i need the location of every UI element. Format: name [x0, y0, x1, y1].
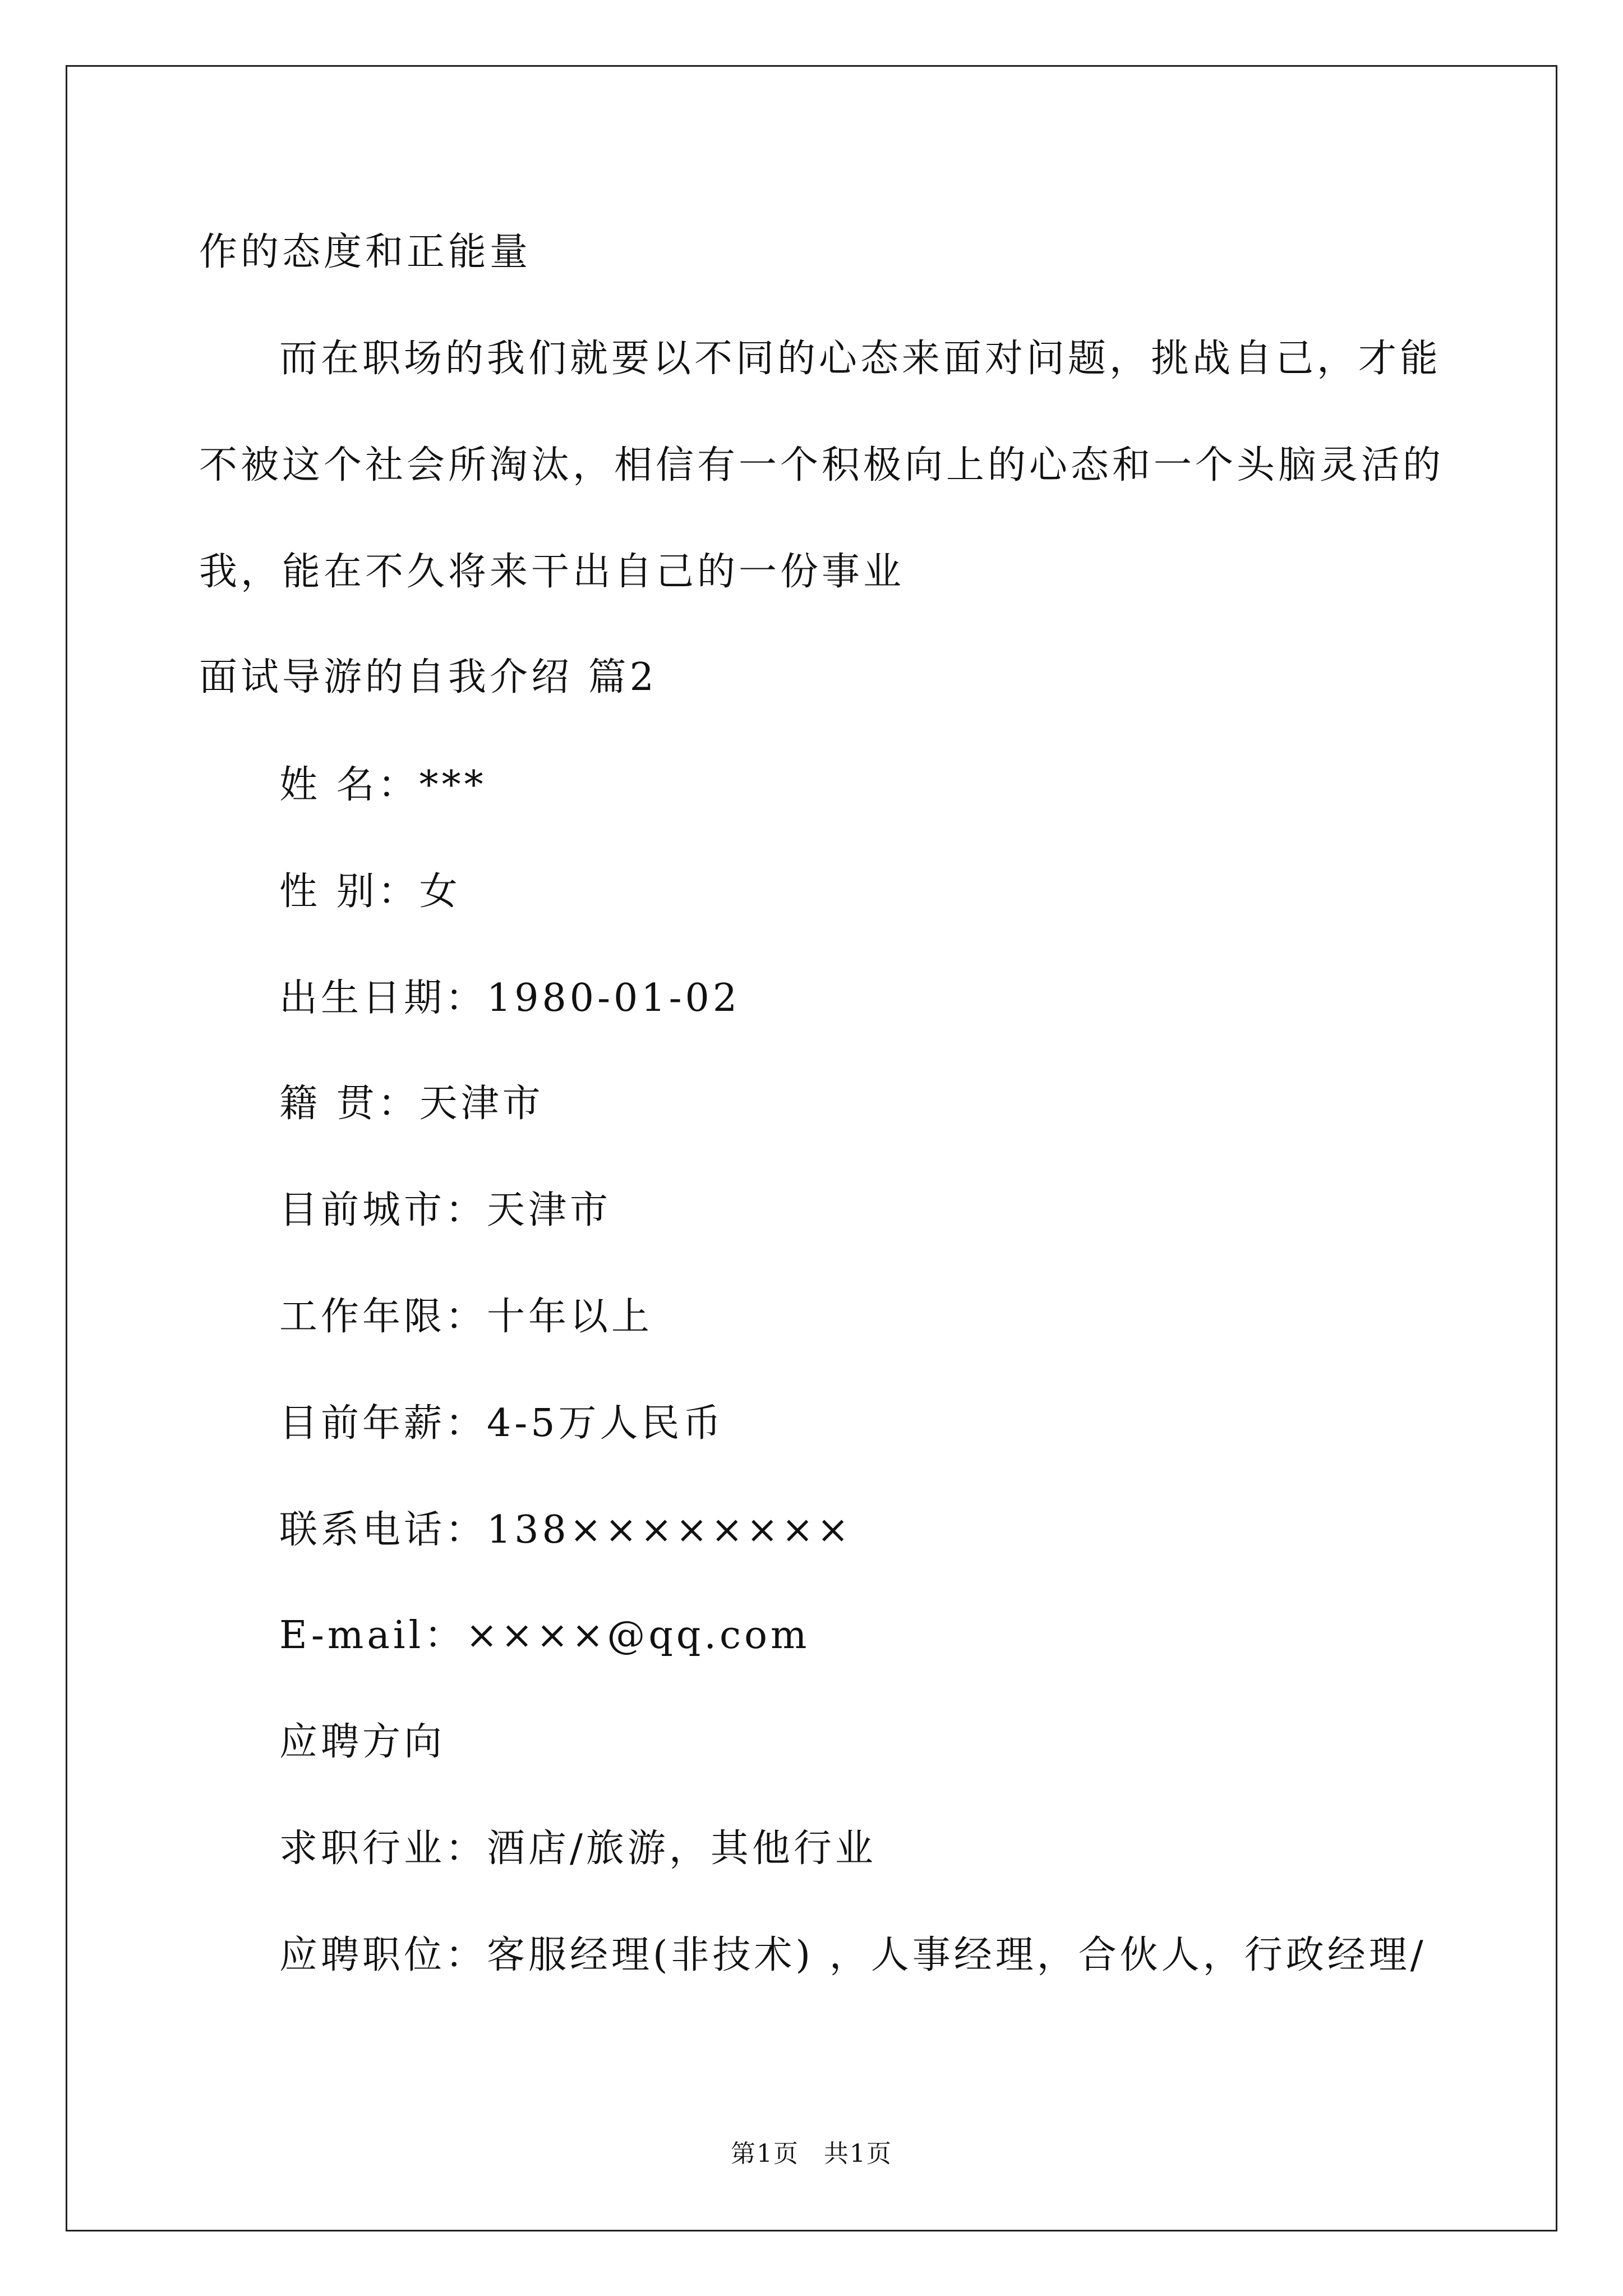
field-value: ××××@qq.com [465, 1613, 810, 1658]
field-salary [279, 1401, 725, 1446]
field-value: 十年以上 [487, 1295, 653, 1339]
section-title: 面试导游的自我介绍 篇2 [199, 655, 657, 700]
page-number: 第1页 [731, 2139, 799, 2168]
field-label: 籍 贯： [279, 1082, 419, 1126]
field-gender [279, 869, 461, 914]
field-birthdate [279, 976, 740, 1021]
paragraph-line-3: 我，能在不久将来干出自己的一份事业 [199, 550, 905, 594]
field-value: 客服经理(非技术) ，人事经理，合伙人，行政经理/ [487, 1933, 1427, 1977]
page-border [66, 65, 1557, 2231]
field-industry [279, 1826, 877, 1871]
field-label: 联系电话： [279, 1508, 487, 1552]
field-label: 工作年限： [279, 1295, 487, 1339]
paragraph-line-2: 不被这个社会所淘汰，相信有一个积极向上的心态和一个头脑灵活的 [199, 443, 1445, 487]
field-label: 目前年薪： [279, 1401, 487, 1446]
field-position [279, 1933, 1427, 1978]
section-heading: 应聘方向 [279, 1720, 446, 1764]
field-value: *** [419, 763, 487, 807]
page-footer [0, 2138, 1623, 2170]
field-value: 138×××××××× [487, 1508, 852, 1552]
field-value: 天津市 [487, 1188, 612, 1232]
field-label: 姓 名： [279, 763, 419, 807]
field-name [279, 763, 487, 808]
field-native-place [279, 1082, 544, 1126]
field-value: 4-5万人民币 [487, 1401, 725, 1446]
field-value: 女 [419, 869, 461, 914]
field-work-years [279, 1295, 653, 1340]
field-phone [279, 1508, 852, 1553]
field-label: 应聘职位： [279, 1933, 487, 1977]
field-label: 出生日期： [279, 976, 487, 1020]
field-value: 酒店/旅游，其他行业 [487, 1826, 877, 1871]
field-label: 目前城市： [279, 1188, 487, 1232]
field-email [279, 1613, 810, 1658]
field-label: 求职行业： [279, 1826, 487, 1871]
field-value: 1980-01-02 [487, 976, 741, 1020]
field-current-city [279, 1188, 611, 1233]
field-label: E-mail： [279, 1613, 466, 1658]
field-label: 性 别： [279, 869, 419, 914]
paragraph-line-1: 而在职场的我们就要以不同的心态来面对问题，挑战自己，才能 [279, 337, 1442, 381]
page-total: 共1页 [824, 2139, 892, 2168]
paragraph-continuation: 作的态度和正能量 [199, 230, 532, 274]
field-value: 天津市 [419, 1082, 544, 1126]
